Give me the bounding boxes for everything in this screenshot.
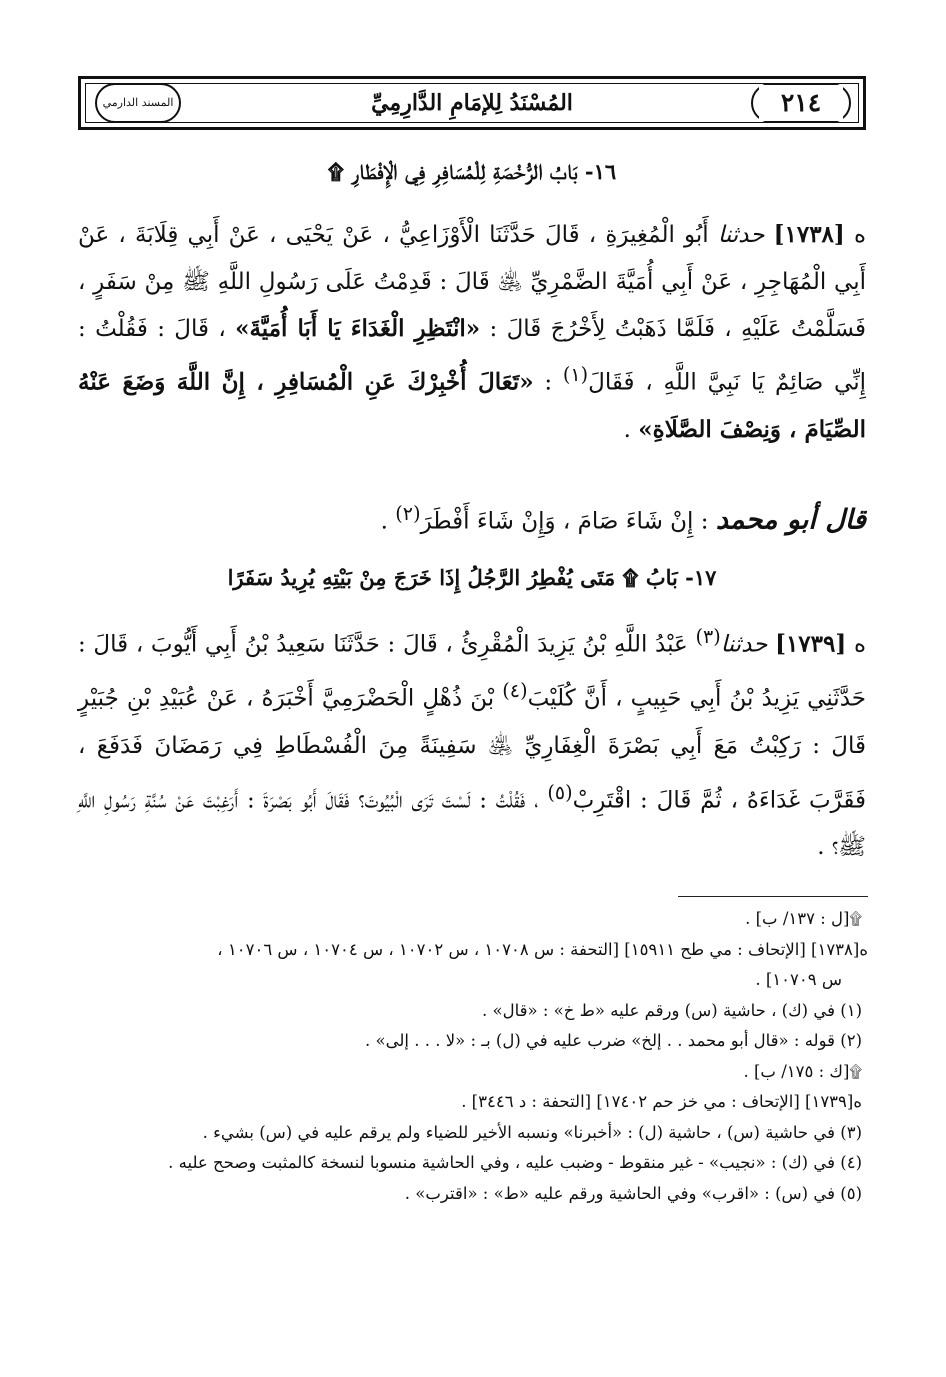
hadith-text: ، فَقُلْتُ : لَسْتَ تَرَى الْبُيُوتَ؟ فَقَالَ أَبُو بَصْرَةَ : أَرَغِبْتَ عَنْ سُنَّةِ رَسُولِ اللَّهِ ﷺ؟ . bbox=[78, 787, 866, 861]
hadith-marker: ه bbox=[853, 631, 867, 658]
hadith-marker: ه bbox=[853, 222, 867, 248]
footnote-line: ه[١٧٣٨] [الإتحاف : مي طح ١٥٩١١] [التحفة : س ١٠٧٠٨ ، س ١٠٧٠٢ ، س ١٠٧٠٤ ، س ١٠٧٠٦ ، bbox=[217, 939, 868, 959]
abu-muhammad-comment bbox=[78, 494, 866, 542]
chapter-heading-16: ١٦- بَابُ الرُّخْصَةِ لِلْمُسَافِرِ فِي الْإِفْطَارِ ۩ bbox=[327, 159, 617, 184]
hadith-end: . bbox=[623, 416, 639, 443]
comment-end: . bbox=[380, 508, 396, 535]
footnotes bbox=[70, 904, 868, 1209]
hadith-opening: حدثنا bbox=[717, 222, 765, 248]
hadith-quote: «انْتَظِرِ الْغَدَاءَ يَا أَبَا أُمَيَّةَ» bbox=[235, 314, 481, 342]
running-title: المُسْنَدُ لِلإمَامِ الدَّارِمِيِّ bbox=[371, 90, 573, 116]
footnote-ref: (٤) bbox=[502, 679, 528, 703]
footnote-ref: (٥) bbox=[547, 780, 573, 804]
hadith-text: : bbox=[533, 370, 563, 397]
hadith-text: بْنَ ذُهْلٍ الْحَضْرَمِيَّ أَخْبَرَهُ ، عَنْ عُبَيْدِ بْنِ جُبَيْرٍ قَالَ : رَكِبْتُ مَعَ أَبِي بَصْرَةَ الْغِفَارِيِّ ﵁ سَفِينَةً مِنَ الْفُسْطَاطِ فِي رَمَضَانَ فَدَفَعَ ، فَقَرَّبَ غَدَاءَهُ ، ثُمَّ قَالَ : اقْتَرِبْ bbox=[78, 686, 866, 814]
footnote-line: (٢) قوله : «قال أبو محمد . . إلخ» ضرب عليه في (ل) بـ : «لا . . . إلى» . bbox=[365, 1031, 862, 1050]
hadith-1739 bbox=[78, 614, 866, 871]
footnote-line: ه[١٧٣٩] [الإتحاف : مي خز حم ١٧٤٠٢] [التحفة : د ٣٤٤٦] . bbox=[461, 1092, 862, 1111]
hadith-text: أَبُو الْمُغِيرَةِ ، قَالَ حَدَّثَنَا الْأَوْزَاعِيُّ ، عَنْ يَحْيَى ، عَنْ أَبِي قِلَابَةَ ، عَنْ أَبِي الْمُهَاجِرِ ، عَنْ أَبِي أُمَيَّةَ الضَّمْرِيِّ ﵁ قَالَ : قَدِمْتُ عَلَى رَسُولِ اللَّهِ ﷺ مِنْ سَفَرٍ ، فَسَلَّمْتُ عَلَيْهِ ، فَلَمَّا ذَهَبْتُ لِأَخْرُجَ قَالَ : bbox=[78, 222, 866, 342]
hadith-number: [١٧٣٨] bbox=[773, 221, 845, 248]
footnote-line: (٣) في حاشية (س) ، حاشية (ل) : «أخبرنا» ونسبه الأخير للضياء ولم يرقم عليه في (س) بشيء . bbox=[202, 1122, 862, 1142]
hadith-number: [١٧٣٩] bbox=[775, 630, 847, 658]
footnote-line: ۩[ك : ١٧٥/ ب] . bbox=[743, 1061, 862, 1081]
footnote-line: (٥) في (س) : «اقرب» وفي الحاشية ورقم عليه «ط» : «اقترب» . bbox=[404, 1183, 862, 1203]
footnote-line: (٤) في (ك) : «نجيب» - غير منقوط - وضبب عليه ، وفي الحاشية منسوبا لنسخة كالمثبت وصحح عليه . bbox=[168, 1153, 862, 1172]
book-seal: المسند الدارمي bbox=[95, 83, 181, 123]
hadith-text: ، قَالَ : فَقُلْتُ : إِنِّي صَائِمٌ يَا نَبِيَّ اللَّهِ ، فَقَالَ bbox=[78, 315, 866, 397]
hadith-1738 bbox=[78, 212, 866, 454]
hadith-opening: حدثنا bbox=[720, 631, 768, 658]
comment-speaker: قال أبو محمد bbox=[715, 504, 866, 536]
chapter-heading-17: ١٧- بَابُ ۩ مَتَى يُفْطِرُ الرَّجُلُ إِذَا خَرَجَ مِنْ بَيْتِهِ يُرِيدُ سَفَرًا bbox=[227, 565, 717, 590]
comment-text: : إِنْ شَاءَ صَامَ ، وَإِنْ شَاءَ أَفْطَرَ bbox=[420, 508, 716, 535]
footnote-line: س ١٠٧٠٩] . bbox=[755, 970, 842, 989]
hadith-quote: «تَعَالَ أُخْبِرْكَ عَنِ الْمُسَافِرِ ، إِنَّ اللَّهَ وَضَعَ عَنْهُ الصِّيَامَ ، وَنِصْفَ الصَّلَاةِ» bbox=[78, 369, 866, 443]
footnote-ref: (١) bbox=[562, 363, 589, 387]
page-header bbox=[78, 76, 866, 130]
footnote-line: ۩[ل : ١٣٧/ ب] . bbox=[745, 909, 862, 928]
footnote-ref: (٣) bbox=[695, 625, 721, 648]
footnote-line: (١) في (ك) ، حاشية (س) ورقم عليه «ط خ» : «قال» . bbox=[482, 1000, 862, 1020]
page-number: ٢١٤ bbox=[759, 85, 843, 121]
footnote-separator bbox=[678, 896, 868, 897]
footnote-ref: (٢) bbox=[395, 502, 421, 525]
hadith-text: عَبْدُ اللَّهِ بْنُ يَزِيدَ الْمُقْرِئُ ، قَالَ : حَدَّثَنَا سَعِيدُ بْنُ أَبِي أَيُّوبَ ، قَالَ : حَدَّثَنِي يَزِيدُ بْنُ أَبِي حَبِيبٍ ، أَنَّ كُلَيْبَ bbox=[78, 631, 866, 713]
